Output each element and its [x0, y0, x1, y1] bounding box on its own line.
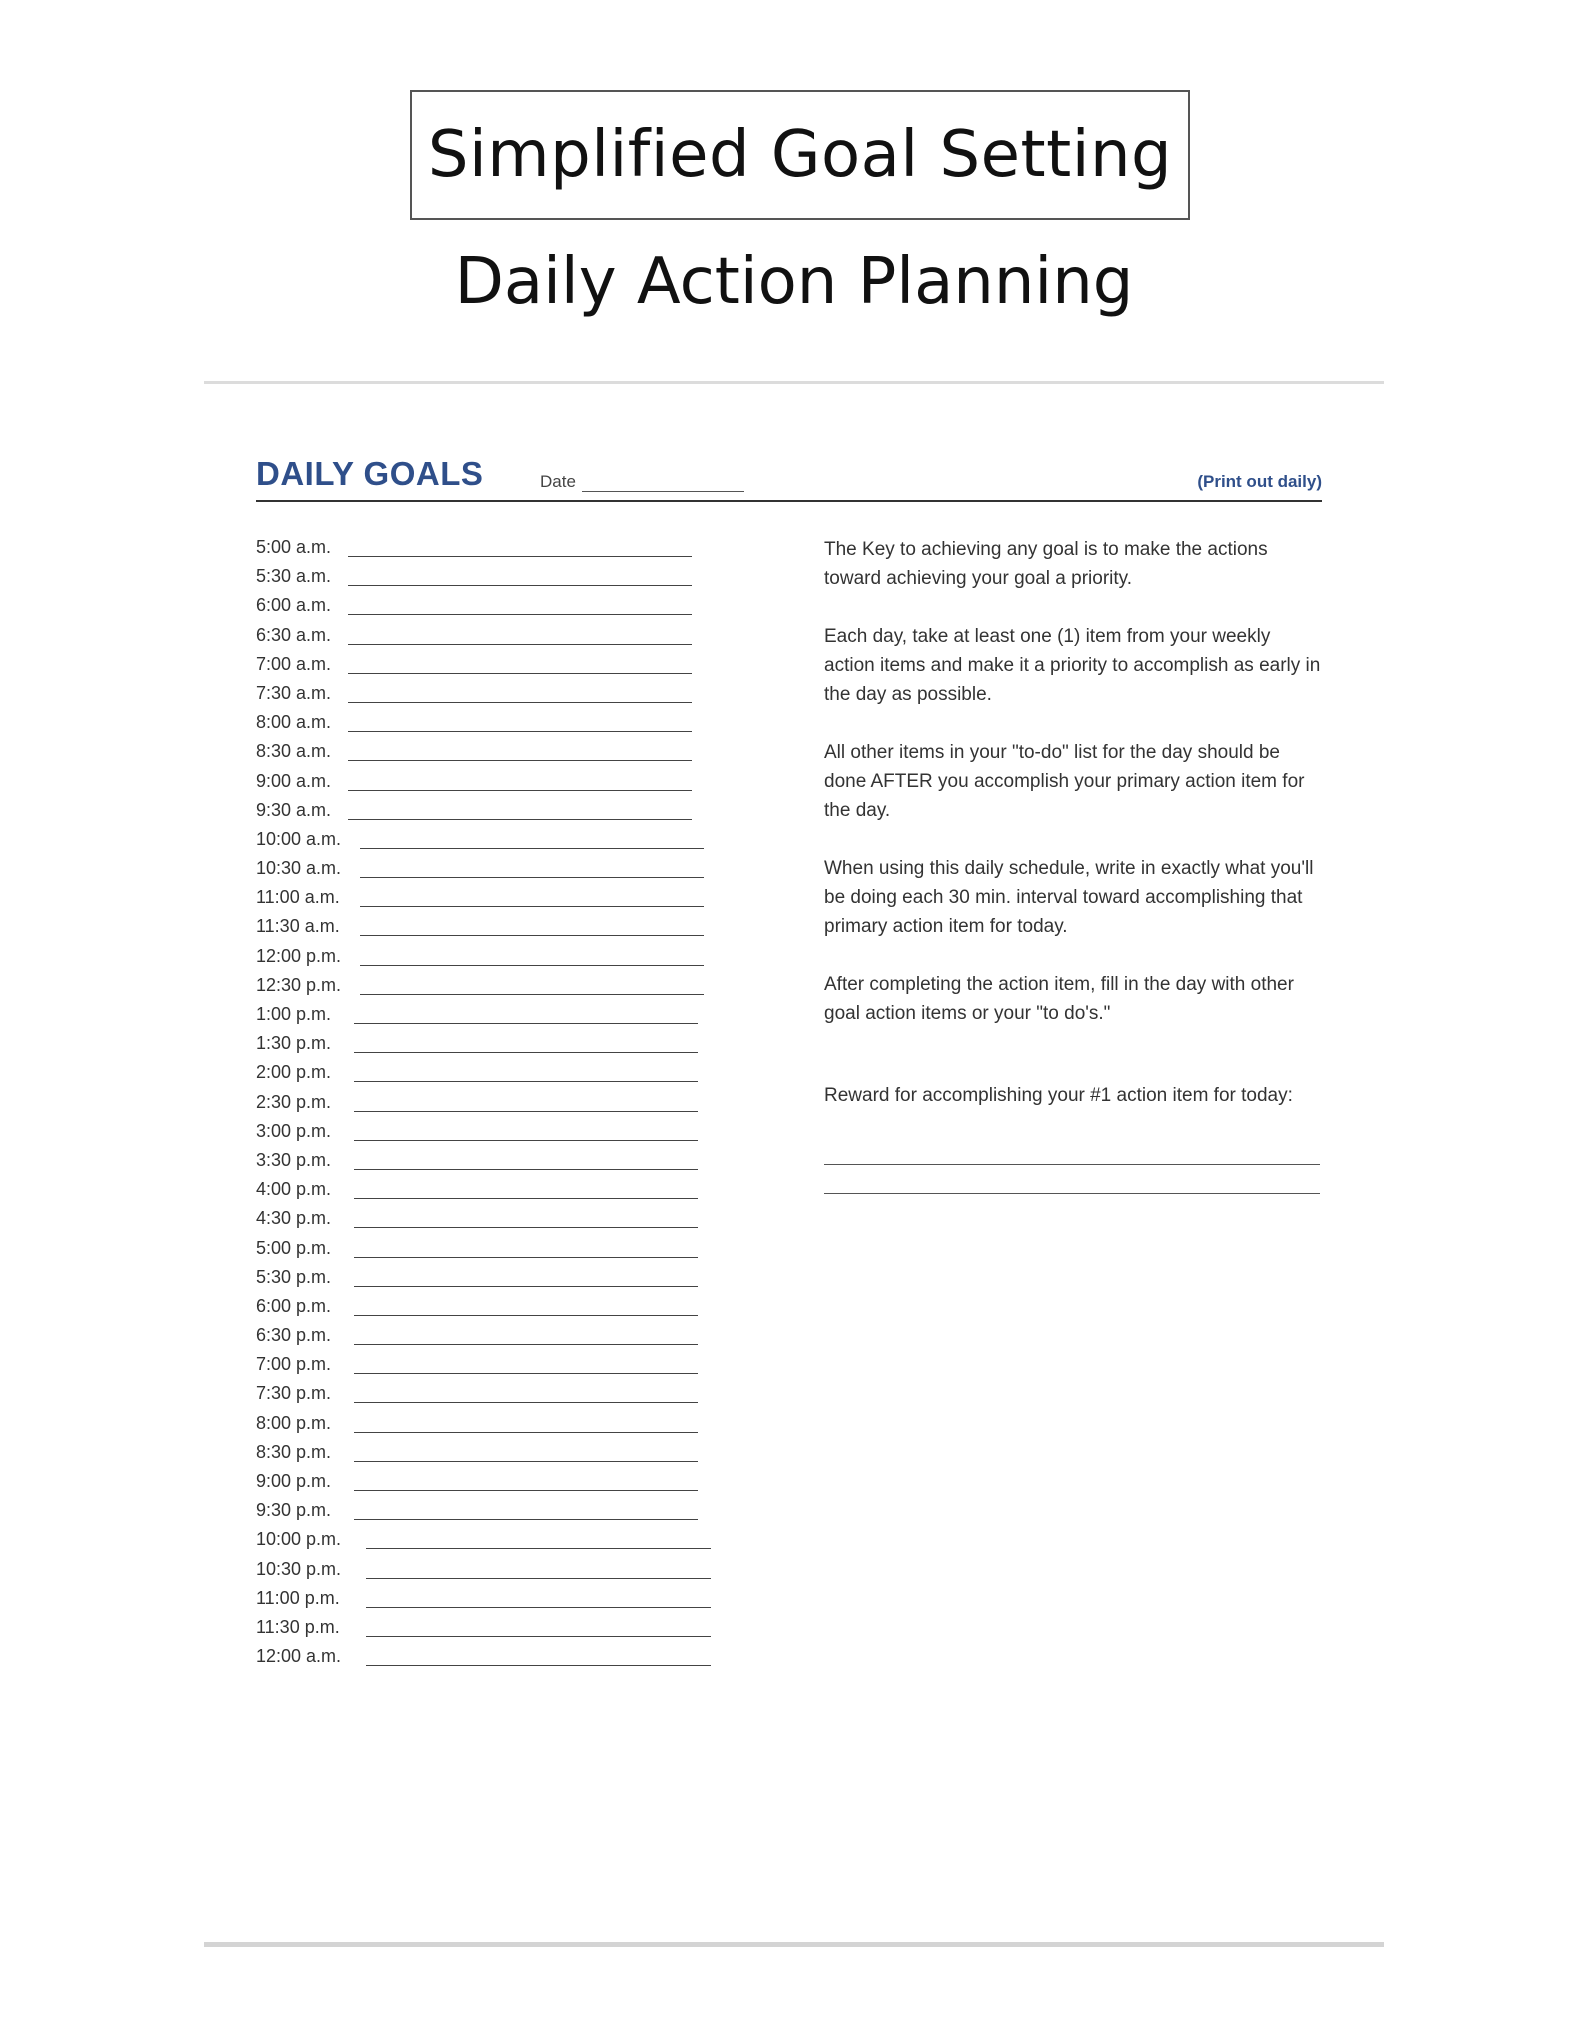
time-slot-field[interactable]	[348, 644, 692, 645]
time-slot-field[interactable]	[348, 702, 692, 703]
time-slot-field[interactable]	[348, 731, 692, 732]
time-slot-field[interactable]	[354, 1490, 698, 1491]
subtitle: Daily Action Planning	[454, 245, 1134, 319]
schedule-row	[256, 593, 716, 622]
reward-line[interactable]	[824, 1164, 1320, 1165]
schedule-row	[256, 944, 716, 973]
schedule-row	[256, 914, 716, 943]
time-slot-field[interactable]	[348, 673, 692, 674]
header-rule	[256, 500, 1322, 502]
title-box: Simplified Goal Setting	[410, 90, 1190, 220]
time-label: 12:00 a.m.	[256, 1646, 342, 1667]
time-label: 3:30 p.m.	[256, 1149, 332, 1170]
time-slot-field[interactable]	[360, 994, 704, 995]
time-slot-field[interactable]	[348, 585, 692, 586]
time-label: 10:00 a.m.	[256, 828, 342, 849]
schedule-row	[256, 1586, 716, 1615]
time-label: 3:00 p.m.	[256, 1120, 332, 1141]
schedule-row	[256, 1236, 716, 1265]
time-slot-field[interactable]	[354, 1257, 698, 1258]
time-label: 9:00 a.m.	[256, 770, 332, 791]
time-label: 12:00 p.m.	[256, 945, 342, 966]
time-label: 2:00 p.m.	[256, 1062, 332, 1083]
time-label: 10:00 p.m.	[256, 1529, 342, 1550]
schedule-list	[256, 535, 716, 1673]
schedule-row	[256, 1381, 716, 1410]
time-label: 8:00 p.m.	[256, 1412, 332, 1433]
schedule-row	[256, 1002, 716, 1031]
time-slot-field[interactable]	[354, 1198, 698, 1199]
time-slot-field[interactable]	[354, 1169, 698, 1170]
time-label: 7:00 p.m.	[256, 1354, 332, 1375]
time-label: 8:30 p.m.	[256, 1441, 332, 1462]
schedule-row	[256, 681, 716, 710]
time-slot-field[interactable]	[366, 1548, 711, 1549]
schedule-row	[256, 1527, 716, 1556]
time-slot-field[interactable]	[354, 1519, 698, 1520]
print-note: (Print out daily)	[1197, 472, 1322, 491]
time-slot-field[interactable]	[360, 935, 704, 936]
time-slot-field[interactable]	[354, 1344, 698, 1345]
schedule-row	[256, 798, 716, 827]
time-slot-field[interactable]	[354, 1111, 698, 1112]
time-label: 10:30 p.m.	[256, 1558, 342, 1579]
time-slot-field[interactable]	[348, 614, 692, 615]
time-label: 9:30 p.m.	[256, 1500, 332, 1521]
daily-goals-heading: DAILY GOALS	[256, 455, 484, 492]
time-label: 5:30 p.m.	[256, 1266, 332, 1287]
time-slot-field[interactable]	[366, 1607, 711, 1608]
time-slot-field[interactable]	[354, 1461, 698, 1462]
schedule-row	[256, 652, 716, 681]
time-slot-field[interactable]	[360, 965, 704, 966]
instruction-paragraph: The Key to achieving any goal is to make the actions toward achieving your goal a priority.	[824, 539, 1268, 589]
schedule-row	[256, 1090, 716, 1119]
time-label: 1:30 p.m.	[256, 1033, 332, 1054]
time-label: 4:00 p.m.	[256, 1179, 332, 1200]
schedule-row	[256, 710, 716, 739]
schedule-row	[256, 1411, 716, 1440]
time-label: 5:00 a.m.	[256, 537, 332, 557]
schedule-row	[256, 1206, 716, 1235]
time-slot-field[interactable]	[348, 760, 692, 761]
time-slot-field[interactable]	[366, 1665, 711, 1666]
schedule-row	[256, 885, 716, 914]
schedule-row	[256, 739, 716, 768]
time-slot-field[interactable]	[354, 1286, 698, 1287]
schedule-row	[256, 1557, 716, 1586]
time-label: 4:30 p.m.	[256, 1208, 332, 1229]
time-slot-field[interactable]	[354, 1315, 698, 1316]
schedule-row	[256, 1352, 716, 1381]
time-label: 11:00 p.m.	[256, 1587, 340, 1608]
time-slot-field[interactable]	[360, 848, 704, 849]
schedule-row	[256, 1615, 716, 1644]
schedule-row	[256, 827, 716, 856]
schedule-row	[256, 856, 716, 885]
time-label: 11:00 a.m.	[256, 887, 340, 908]
time-label: 10:30 a.m.	[256, 858, 342, 879]
time-label: 6:00 p.m.	[256, 1295, 332, 1316]
schedule-row	[256, 535, 716, 564]
reward-line[interactable]	[824, 1193, 1320, 1194]
time-label: 8:30 a.m.	[256, 741, 332, 762]
time-label: 11:30 a.m.	[256, 916, 340, 937]
bottom-divider	[204, 1942, 1384, 1947]
schedule-row	[256, 1644, 716, 1673]
time-slot-field[interactable]	[360, 877, 704, 878]
time-label: 7:00 a.m.	[256, 653, 332, 674]
time-label: 7:30 a.m.	[256, 682, 332, 703]
sheet-header	[256, 455, 1322, 501]
schedule-row	[256, 1498, 716, 1527]
schedule-row	[256, 1119, 716, 1148]
instructions	[824, 535, 1324, 1057]
time-label: 2:30 p.m.	[256, 1091, 332, 1112]
time-slot-field[interactable]	[360, 906, 704, 907]
schedule-row	[256, 1148, 716, 1177]
date-label: Date	[540, 472, 576, 491]
schedule-row	[256, 973, 716, 1002]
time-label: 6:30 a.m.	[256, 624, 332, 645]
time-slot-field[interactable]	[354, 1402, 698, 1403]
time-slot-field[interactable]	[366, 1636, 711, 1637]
time-label: 12:30 p.m.	[256, 974, 342, 995]
schedule-row	[256, 1323, 716, 1352]
schedule-row	[256, 1177, 716, 1206]
time-label: 7:30 p.m.	[256, 1383, 332, 1404]
time-slot-field[interactable]	[348, 790, 692, 791]
time-label: 11:30 p.m.	[256, 1616, 340, 1637]
reward-label: Reward for accomplishing your #1 action item for today:	[824, 1085, 1293, 1106]
top-divider	[204, 381, 1384, 384]
time-slot-field[interactable]	[354, 1227, 698, 1228]
time-slot-field[interactable]	[354, 1023, 698, 1024]
time-label: 8:00 a.m.	[256, 712, 332, 733]
instruction-paragraph: When using this daily schedule, write in exactly what you'll be doing each 30 min. interval toward accomplishing that primary action item for today.	[824, 858, 1314, 937]
schedule-row	[256, 769, 716, 798]
date-field[interactable]	[582, 491, 744, 492]
time-label: 9:30 a.m.	[256, 799, 332, 820]
time-slot-field[interactable]	[354, 1081, 698, 1082]
instruction-paragraph: After completing the action item, fill in the day with other goal action items or your "to do's."	[824, 974, 1294, 1024]
instruction-paragraph: All other items in your "to-do" list for the day should be done AFTER you accomplish your primary action item for the day.	[824, 742, 1305, 821]
time-label: 1:00 p.m.	[256, 1004, 332, 1024]
time-label: 5:00 p.m.	[256, 1237, 332, 1258]
time-slot-field[interactable]	[348, 819, 692, 820]
schedule-row	[256, 1294, 716, 1323]
time-label: 5:30 a.m.	[256, 566, 332, 587]
schedule-row	[256, 623, 716, 652]
time-slot-field[interactable]	[354, 1140, 698, 1141]
time-slot-field[interactable]	[354, 1432, 698, 1433]
time-slot-field[interactable]	[348, 556, 692, 557]
time-slot-field[interactable]	[354, 1373, 698, 1374]
instruction-paragraph: Each day, take at least one (1) item from your weekly action items and make it a priority to accomplish as early in the day as possible.	[824, 626, 1321, 705]
schedule-row	[256, 1265, 716, 1294]
schedule-row	[256, 1469, 716, 1498]
schedule-row	[256, 1031, 716, 1060]
time-slot-field[interactable]	[366, 1578, 711, 1579]
schedule-row	[256, 1060, 716, 1089]
time-label: 9:00 p.m.	[256, 1471, 332, 1491]
time-slot-field[interactable]	[354, 1052, 698, 1053]
time-label: 6:30 p.m.	[256, 1325, 332, 1346]
schedule-row	[256, 1440, 716, 1469]
schedule-row	[256, 564, 716, 593]
time-label: 6:00 a.m.	[256, 595, 332, 616]
